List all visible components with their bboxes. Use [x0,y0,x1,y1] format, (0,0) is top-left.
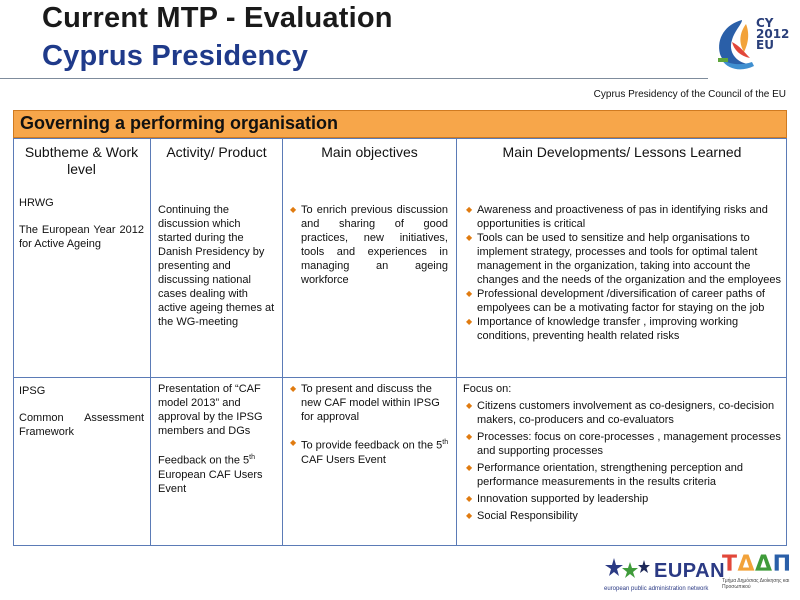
row1-objectives [290,203,448,287]
row1-development-item: ◆ Professional development /diversification of career paths of empolyees can be a motivating factor for staying on the job [466,287,781,315]
title-divider [0,78,708,79]
table-col-divider [150,138,151,546]
row2-subtheme-detail: Common Assessment Framework [19,412,144,438]
header-subtheme: Subtheme & Work level [24,144,139,177]
row1-activity: Continuing the discussion which started during the Danish Presidency by presenting and discussing national cases dealing with active ageing themes at the WG-meeting [158,204,275,328]
row2-developments [463,382,781,523]
taap-subtitle: Τμήμα Δημόσιας Διοίκησης και Προσωπικού [722,578,790,590]
slide-subtitle: Cyprus Presidency [42,40,309,72]
table-col-divider [456,138,457,546]
cyprus-logo-icon [712,14,758,74]
row2-objectives [290,382,452,467]
row2-development-item: ◆ Citizens customers involvement as co-designers, co-decision makers, co-producers and co-evaluators [466,399,781,427]
header-activity: Activity/ Product [166,144,267,160]
presidency-subheader: Cyprus Presidency of the Council of the EU [593,89,786,100]
row2-development-item: ◆ Performance orientation, strengthening perception and performance measurements in the results criteria [466,461,781,489]
row2-activity-item: Presentation of “CAF model 2013” and approval by the IPSG members and DGs [158,383,263,437]
row1-development-item: ◆ Tools can be used to sensitize and help organisations to implement strategy, processes and tools for optimal talent management in the organization, taking into account the changes and the needs of the organization and the employees [466,231,781,287]
row1-subtheme-detail: The European Year 2012 for Active Ageing [19,224,144,250]
row2-objective-item: ◆ To present and discuss the new CAF model within IPSG for approval [290,382,452,424]
row2-activity-item: Feedback on the 5th European CAF Users Event [158,454,263,495]
row2-development-item: ◆ Social Responsibility [466,509,781,523]
section-band-title: Governing a performing organisation [20,113,339,133]
cyprus-presidency-logo [712,14,790,76]
eupan-subtitle: european public administration network [604,586,709,592]
row2-activity [158,382,276,496]
footer-logos [600,552,795,597]
row2-developments-intro: Focus on: [463,383,512,395]
cyprus-logo-text: CY 2012 EU [756,16,790,52]
row1-subtheme [19,196,144,251]
row1-subtheme-title: HRWG [19,197,54,209]
row1-development-item: ◆ Importance of knowledge transfer , improving working conditions, preventing health related risks [466,315,781,343]
row1-developments [466,203,781,343]
header-developments: Main Developments/ Lessons Learned [502,144,742,160]
eupan-star-icon [604,556,654,586]
table-row-divider [13,377,787,378]
section-band [13,110,787,138]
row2-development-item: ◆ Processes: focus on core-processes , management processes and supporting processes [466,430,781,458]
row2-development-item: ◆ Innovation supported by leadership [466,492,781,506]
row1-objective-item: ◆ To enrich previous discussion and sharing of good practices, new initiatives, tools and experiences in managing an ageing workforce [290,203,448,287]
eupan-logo: EUPAN [654,560,726,582]
table-col-divider [282,138,283,546]
row2-subtheme-title: IPSG [19,385,46,397]
row2-subtheme [19,384,144,439]
header-objectives: Main objectives [321,144,418,160]
row2-objective-item: ◆ To provide feedback on the 5th CAF Users Event [290,436,452,467]
taap-logo: ΤΔΔΠ [722,552,792,577]
slide-title: Current MTP - Evaluation [42,2,393,34]
row1-development-item: ◆ Awareness and proactiveness of pas in identifying risks and opportunities is critical [466,203,781,231]
